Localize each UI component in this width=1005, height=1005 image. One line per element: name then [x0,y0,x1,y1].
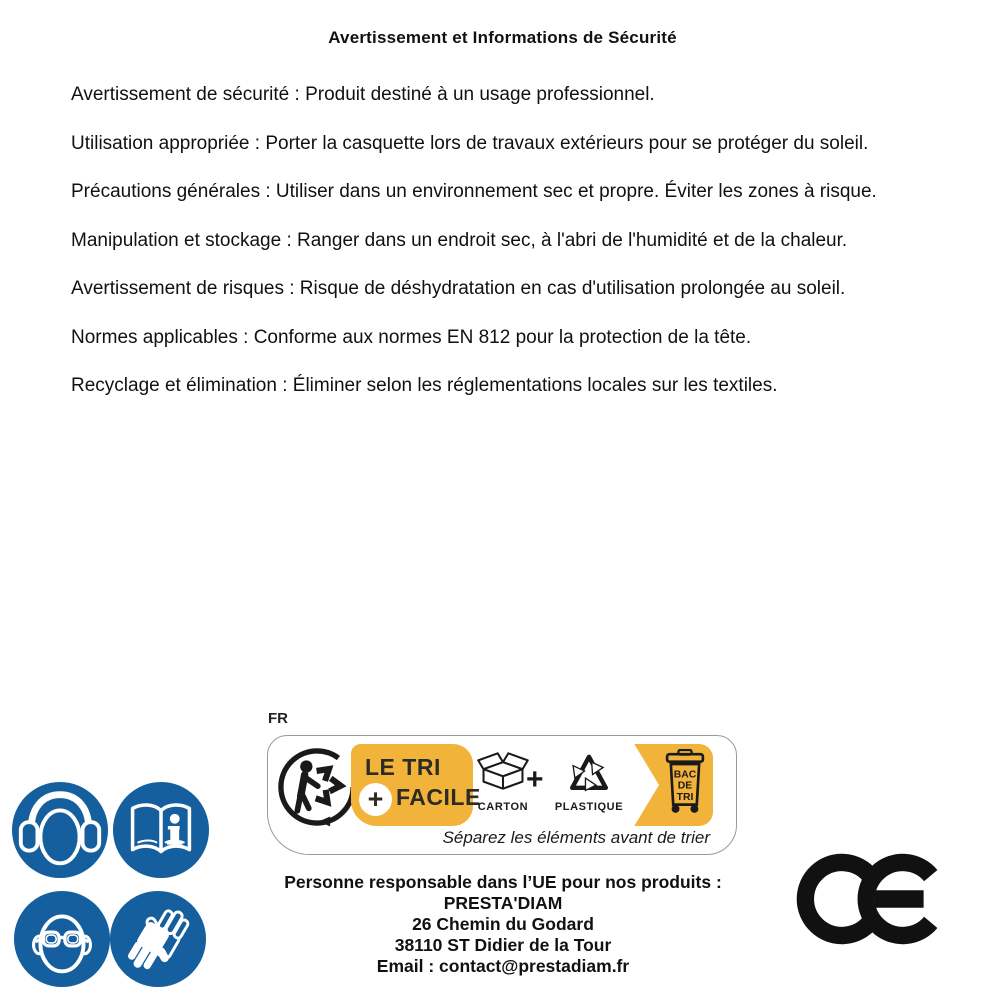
sorting-tagline: Séparez les éléments avant de trier [442,828,710,847]
paragraph-risk-warning: Avertissement de risques : Risque de déshydratation en cas d'utilisation prolongée au soleil. [71,278,846,299]
ce-marking-icon [795,853,941,945]
safety-paragraphs [71,84,975,424]
carton-box-icon [474,748,532,794]
paragraph-handling-storage: Manipulation et stockage : Ranger dans un endroit sec, à l'abri de l'humidité et de la chaleur. [71,229,848,251]
materials-separator: + [526,763,544,796]
bin-text-bac: BAC [673,769,697,781]
address-street: 26 Chemin du Godard [412,914,594,934]
carton-label: CARTON [477,801,529,813]
protective-gloves-must-be-worn-icon [109,890,207,988]
plastique-label: PLASTIQUE [554,801,624,813]
paragraph-general-precautions: Précautions générales : Utiliser dans un environnement sec et propre. Éviter les zones à risque. [71,181,877,202]
responsible-heading: Personne responsable dans l’UE pour nos produits : [284,872,722,892]
read-instruction-manual-icon [112,781,210,879]
plus-circle-icon: + [359,783,392,816]
paragraph-appropriate-use: Utilisation appropriée : Porter la casquette lors de travaux extérieurs pour se protéger du soleil. [71,132,869,154]
address-city: 38110 ST Didier de la Tour [394,935,612,955]
material-plastique [554,748,624,813]
paragraph-recycling-disposal: Recyclage et élimination : Éliminer selon les réglementations locales sur les textiles. [71,375,778,396]
sorting-bin-icon [664,749,706,815]
ear-protection-must-be-worn-icon [11,781,109,879]
page-title: Avertissement et Informations de Sécurité [328,28,677,47]
slogan-line1: LE TRI [365,754,441,780]
bin-text-tri: TRI [676,791,694,803]
paragraph-safety-warning: Avertissement de sécurité : Produit destiné à un usage professionnel. [71,84,655,105]
contact-email: Email : contact@prestadiam.fr [376,956,630,976]
recycling-sorting-label [267,735,737,855]
slogan-line2: FACILE [396,784,481,810]
company-name: PRESTA'DIAM [443,893,563,913]
paragraph-applicable-standards: Normes applicables : Conforme aux normes EN 812 pour la protection de la tête. [71,326,752,348]
le-tri-facile-badge [351,744,481,826]
country-code-label: FR [268,710,288,727]
bin-text-de: DE [677,780,693,792]
responsible-person-block [238,872,768,977]
recycling-triangle-icon [560,748,618,794]
eye-protection-must-be-worn-icon [13,890,111,988]
triman-icon [276,746,358,828]
